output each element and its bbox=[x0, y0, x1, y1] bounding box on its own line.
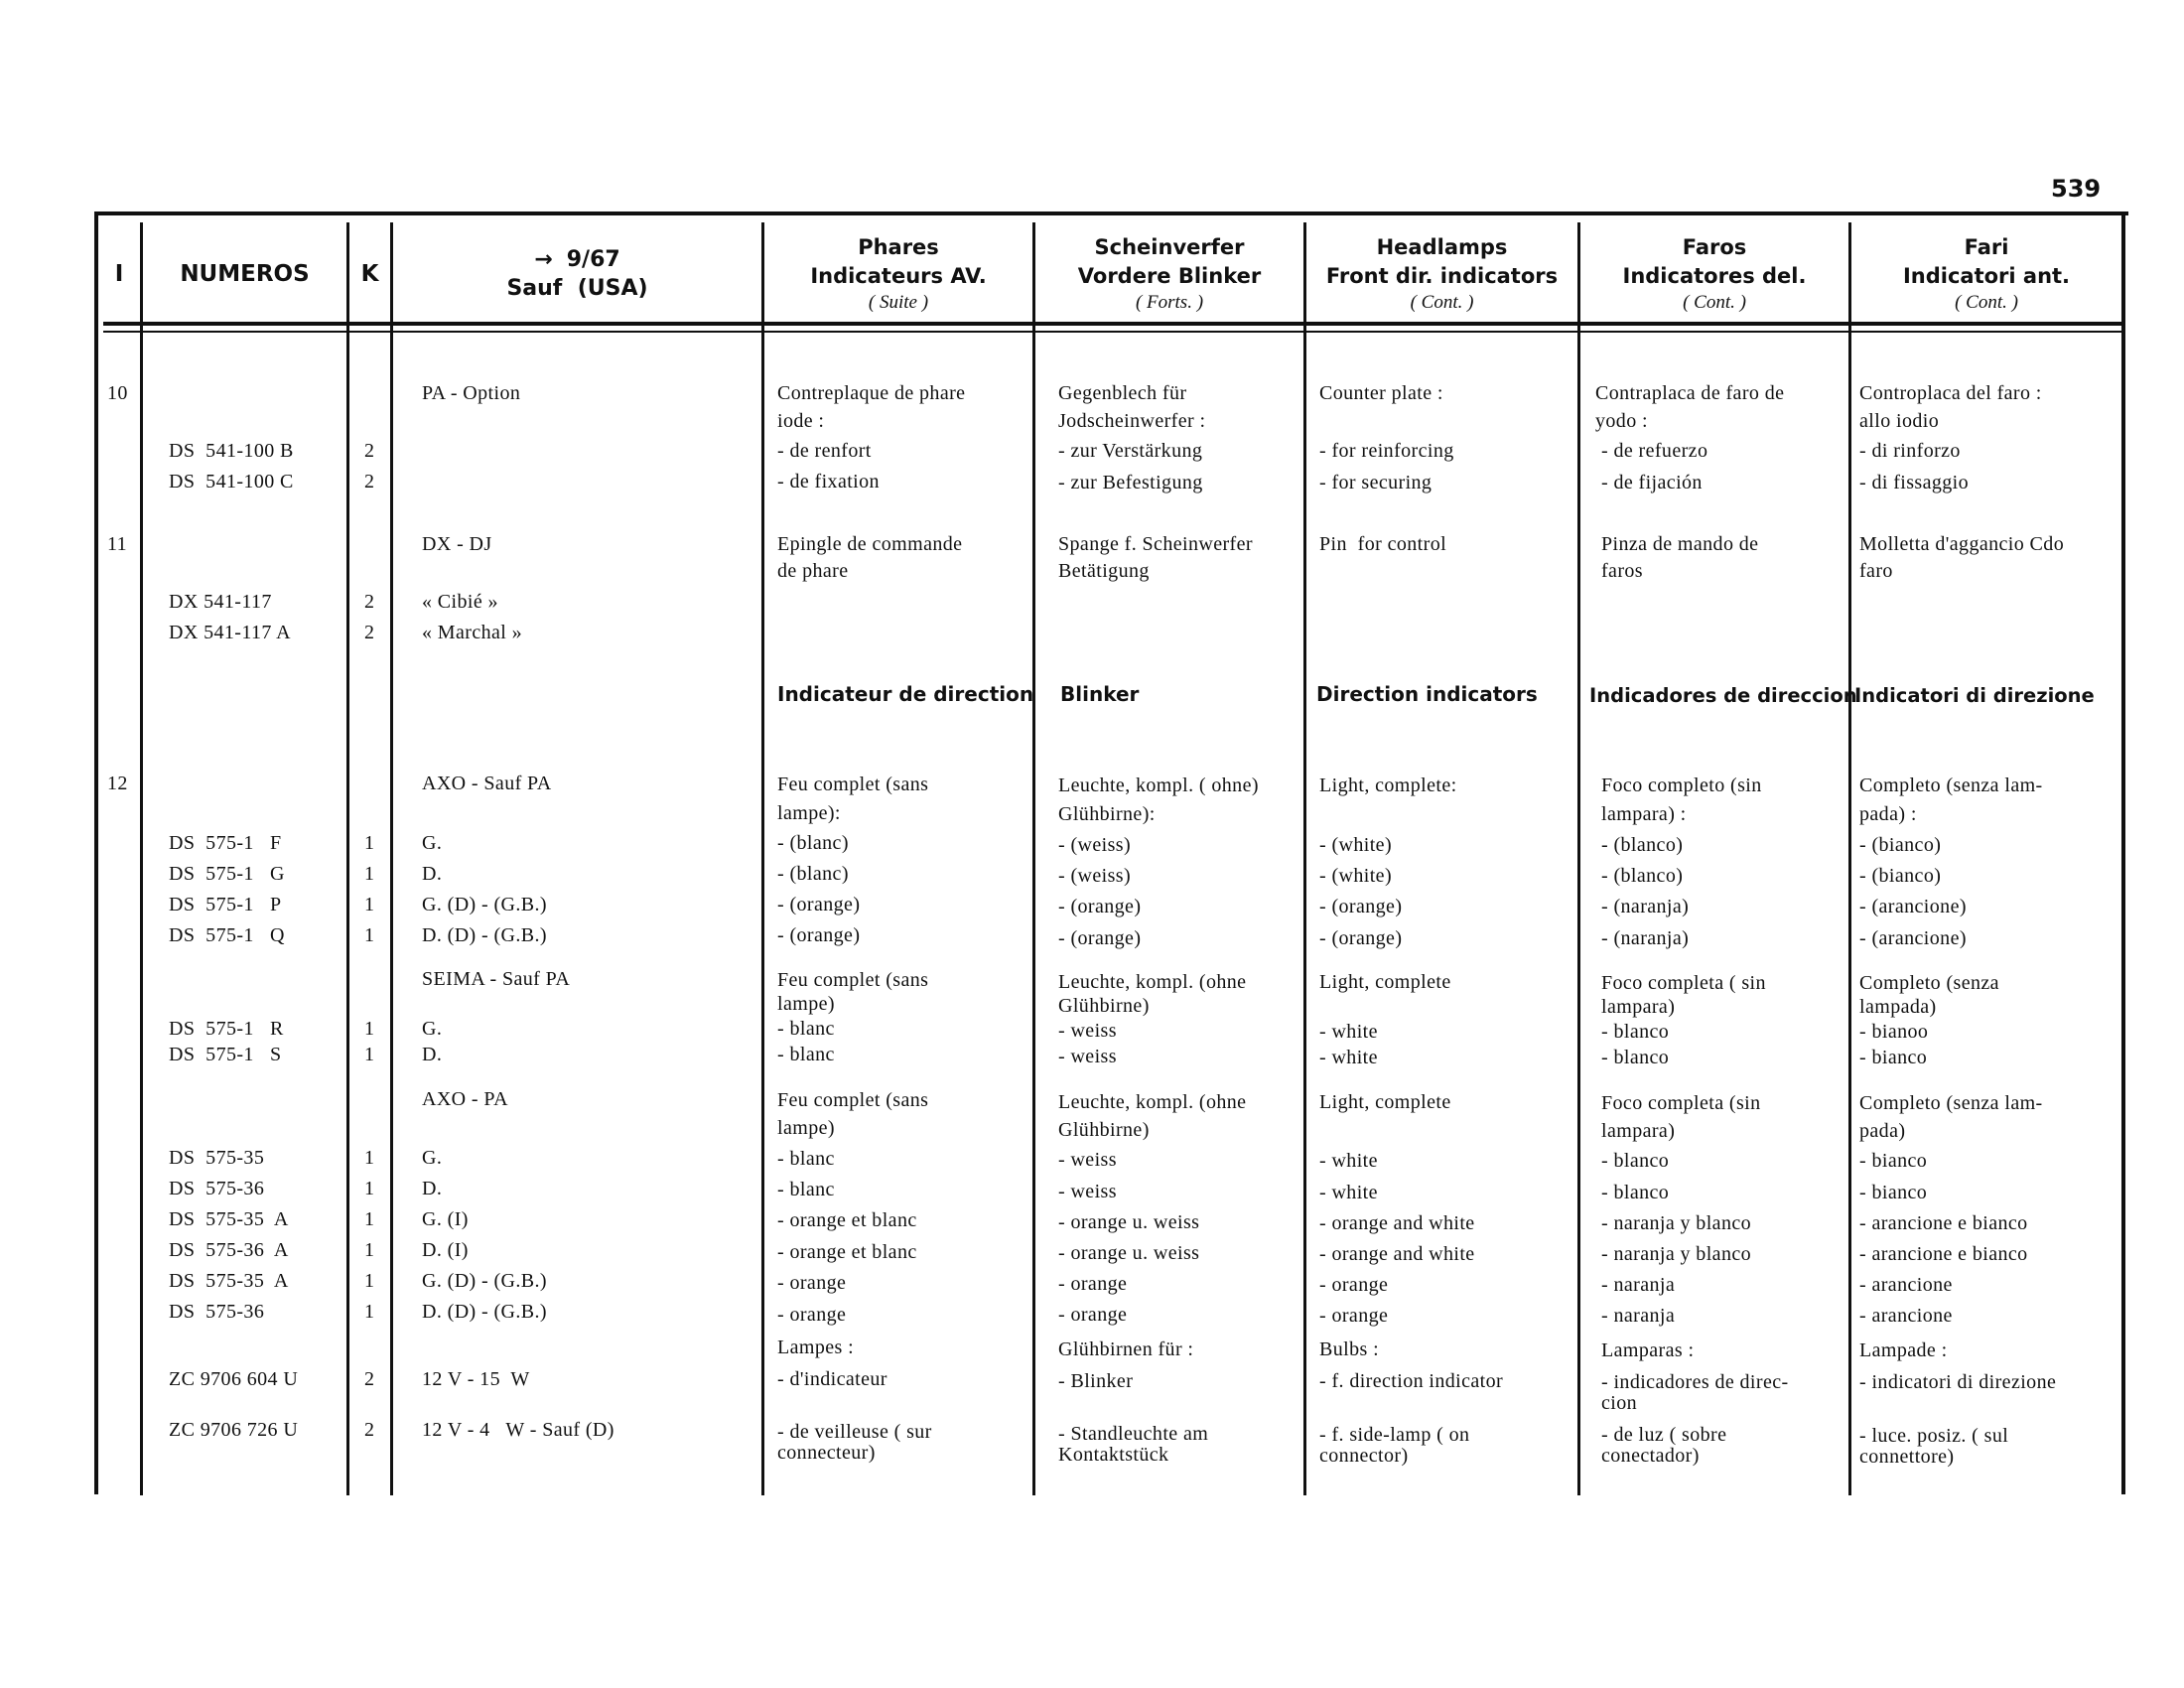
fr-cell: - orange et blanc bbox=[777, 1241, 917, 1263]
page-number: 539 bbox=[2051, 175, 2102, 203]
it-cell: - arancione bbox=[1859, 1305, 1953, 1327]
table-left-border bbox=[94, 211, 98, 1494]
fr-cell: - blanc bbox=[777, 1044, 835, 1065]
section-heading-es: Indicadores de direccion bbox=[1589, 684, 1857, 707]
es-cell: lampara) bbox=[1601, 1120, 1676, 1142]
en-cell: - white bbox=[1319, 1150, 1378, 1172]
quantity: 1 bbox=[364, 1147, 375, 1169]
es-cell: - blanco bbox=[1601, 1150, 1670, 1172]
es-cell: - blanco bbox=[1601, 1047, 1670, 1068]
fr-cell: - blanc bbox=[777, 1018, 835, 1040]
it-cell: - (bianco) bbox=[1859, 834, 1942, 856]
sauf-cell: AXO - PA bbox=[422, 1088, 508, 1110]
header-col-it: Fari Indicatori ant. ( Cont. ) bbox=[1902, 235, 2071, 313]
quantity: 2 bbox=[364, 622, 375, 643]
en-cell: - white bbox=[1319, 1047, 1378, 1068]
es-cell: cion bbox=[1601, 1392, 1638, 1414]
sauf-cell: D. bbox=[422, 1044, 443, 1065]
en-cell: - for securing bbox=[1319, 472, 1433, 493]
es-cell: - naranja y blanco bbox=[1601, 1243, 1752, 1265]
fr-cell: - (orange) bbox=[777, 894, 861, 915]
en-cell: - (white) bbox=[1319, 834, 1393, 856]
fr-cell: Feu complet (sans bbox=[777, 969, 929, 991]
header-col-de: Scheinverfer Vordere Blinker ( Forts. ) bbox=[1077, 235, 1262, 313]
sauf-cell: AXO - Sauf PA bbox=[422, 773, 552, 794]
fr-cell: lampe): bbox=[777, 802, 841, 824]
de-cell: Glühbirnen für : bbox=[1058, 1338, 1194, 1360]
header-rule-thin bbox=[103, 331, 2122, 333]
es-cell: Foco completa (sin bbox=[1601, 1092, 1761, 1114]
sauf-cell: D. (I) bbox=[422, 1239, 469, 1261]
it-cell: - arancione e bianco bbox=[1859, 1243, 2028, 1265]
it-cell: - bianco bbox=[1859, 1150, 1928, 1172]
header-col-en: Headlamps Front dir. indicators ( Cont. ) bbox=[1325, 235, 1559, 313]
quantity: 2 bbox=[364, 1368, 375, 1390]
sauf-cell: G. (D) - (G.B.) bbox=[422, 894, 547, 915]
es-cell: Foco completo (sin bbox=[1601, 774, 1762, 796]
en-cell: Counter plate : bbox=[1319, 382, 1443, 404]
fr-cell: lampe) bbox=[777, 1117, 835, 1139]
de-cell: Leuchte, kompl. (ohne bbox=[1058, 1091, 1247, 1113]
quantity: 1 bbox=[364, 1044, 375, 1065]
it-cell: - (bianco) bbox=[1859, 865, 1942, 887]
quantity: 1 bbox=[364, 1239, 375, 1261]
sauf-cell: G. bbox=[422, 1018, 443, 1040]
de-cell: Spange f. Scheinwerfer bbox=[1058, 533, 1253, 555]
es-cell: - de fijación bbox=[1601, 472, 1703, 493]
fr-cell: - d'indicateur bbox=[777, 1368, 887, 1390]
part-number: DS 575-36 bbox=[169, 1178, 265, 1199]
fr-cell: - de veilleuse ( sur bbox=[777, 1421, 932, 1443]
part-number: ZC 9706 726 U bbox=[169, 1419, 299, 1441]
de-cell: - orange u. weiss bbox=[1058, 1211, 1200, 1233]
de-cell: Glühbirne) bbox=[1058, 1119, 1150, 1141]
it-cell: Completo (senza lam- bbox=[1859, 774, 2043, 796]
fr-cell: - blanc bbox=[777, 1148, 835, 1170]
en-cell: - orange and white bbox=[1319, 1243, 1475, 1265]
de-cell: Kontaktstück bbox=[1058, 1444, 1169, 1466]
col-divider-en bbox=[1577, 222, 1580, 1495]
sauf-cell: « Cibié » bbox=[422, 591, 498, 613]
it-cell: allo iodio bbox=[1859, 410, 1940, 432]
it-cell: Completo (senza lam- bbox=[1859, 1092, 2043, 1114]
en-cell: connector) bbox=[1319, 1445, 1409, 1467]
it-cell: - di fissaggio bbox=[1859, 472, 1970, 493]
fr-cell: - (blanc) bbox=[777, 832, 849, 854]
es-cell: - de luz ( sobre bbox=[1601, 1424, 1727, 1446]
it-cell: connettore) bbox=[1859, 1446, 1955, 1468]
part-number: DS 575-36 A bbox=[169, 1239, 289, 1261]
es-cell: - blanco bbox=[1601, 1182, 1670, 1203]
sauf-cell: D. (D) - (G.B.) bbox=[422, 924, 547, 946]
part-number: DS 575-1 G bbox=[169, 863, 285, 885]
sauf-cell: G. (D) - (G.B.) bbox=[422, 1270, 547, 1292]
sauf-cell: D. (D) - (G.B.) bbox=[422, 1301, 547, 1323]
header-col-i: I bbox=[114, 260, 124, 287]
col-divider-fr bbox=[1032, 222, 1035, 1495]
it-cell: - arancione bbox=[1859, 1274, 1953, 1296]
es-cell: Foco completa ( sin bbox=[1601, 972, 1766, 994]
de-cell: Leuchte, kompl. (ohne bbox=[1058, 971, 1247, 993]
de-cell: - weiss bbox=[1058, 1046, 1117, 1067]
it-cell: - indicatori di direzione bbox=[1859, 1371, 2057, 1393]
de-cell: - (weiss) bbox=[1058, 834, 1132, 856]
part-number: DS 575-35 A bbox=[169, 1270, 289, 1292]
part-number: DS 541-100 C bbox=[169, 471, 294, 492]
fr-cell: - orange bbox=[777, 1272, 847, 1294]
es-cell: faros bbox=[1601, 560, 1643, 582]
part-number: DS 575-1 R bbox=[169, 1018, 284, 1040]
de-cell: - weiss bbox=[1058, 1149, 1117, 1171]
fr-cell: - de fixation bbox=[777, 471, 880, 492]
es-cell: - (naranja) bbox=[1601, 927, 1690, 949]
part-number: DS 575-1 Q bbox=[169, 924, 285, 946]
arrow-right-icon: → bbox=[534, 247, 553, 272]
en-cell: - (white) bbox=[1319, 865, 1393, 887]
sauf-cell: G. (I) bbox=[422, 1208, 469, 1230]
sauf-cell: DX - DJ bbox=[422, 533, 492, 555]
it-cell: Controplaca del faro : bbox=[1859, 382, 2042, 404]
sauf-cell: 12 V - 15 W bbox=[422, 1368, 530, 1390]
fr-cell: - (orange) bbox=[777, 924, 861, 946]
en-cell: Light, complete bbox=[1319, 971, 1451, 993]
es-cell: lampara) : bbox=[1601, 803, 1687, 825]
fr-cell: Feu complet (sans bbox=[777, 1089, 929, 1111]
es-cell: - naranja bbox=[1601, 1274, 1676, 1296]
de-cell: - (orange) bbox=[1058, 896, 1142, 917]
fr-cell: - de renfort bbox=[777, 440, 872, 462]
fr-cell: lampe) bbox=[777, 993, 835, 1015]
table-top-border bbox=[95, 211, 2128, 215]
it-cell: faro bbox=[1859, 560, 1893, 582]
it-cell: - bianco bbox=[1859, 1182, 1928, 1203]
col-divider-k bbox=[390, 222, 393, 1495]
fr-cell: Lampes : bbox=[777, 1336, 855, 1358]
col-divider-es bbox=[1848, 222, 1851, 1495]
section-heading-de: Blinker bbox=[1060, 682, 1140, 706]
fr-cell: - blanc bbox=[777, 1179, 835, 1200]
header-rule-thick bbox=[103, 322, 2122, 326]
part-number: ZC 9706 604 U bbox=[169, 1368, 299, 1390]
fr-cell: - orange et blanc bbox=[777, 1209, 917, 1231]
en-cell: - (orange) bbox=[1319, 927, 1403, 949]
col-divider-de bbox=[1303, 222, 1306, 1495]
es-cell: Lamparas : bbox=[1601, 1339, 1695, 1361]
it-cell: - luce. posiz. ( sul bbox=[1859, 1425, 2009, 1447]
row-index: 11 bbox=[107, 533, 128, 555]
de-cell: Jodscheinwerfer : bbox=[1058, 410, 1206, 432]
col-divider-numeros bbox=[346, 222, 349, 1495]
de-cell: Leuchte, kompl. ( ohne) bbox=[1058, 774, 1259, 796]
es-cell: - naranja y blanco bbox=[1601, 1212, 1752, 1234]
es-cell: lampara) bbox=[1601, 996, 1676, 1018]
es-cell: conectador) bbox=[1601, 1445, 1700, 1467]
es-cell: - blanco bbox=[1601, 1021, 1670, 1043]
it-cell: - (arancione) bbox=[1859, 927, 1967, 949]
en-cell: - f. side-lamp ( on bbox=[1319, 1424, 1470, 1446]
en-cell: - for reinforcing bbox=[1319, 440, 1454, 462]
part-number: DS 575-1 F bbox=[169, 832, 282, 854]
it-cell: Molletta d'aggancio Cdo bbox=[1859, 533, 2065, 555]
sauf-cell: G. bbox=[422, 832, 443, 854]
en-cell: - orange bbox=[1319, 1305, 1389, 1327]
de-cell: - Blinker bbox=[1058, 1370, 1134, 1392]
sauf-cell: 12 V - 4 W - Sauf (D) bbox=[422, 1419, 614, 1441]
sauf-cell: D. bbox=[422, 1178, 443, 1199]
part-number: DS 575-36 bbox=[169, 1301, 265, 1323]
quantity: 2 bbox=[364, 591, 375, 613]
en-cell: Pin for control bbox=[1319, 533, 1447, 555]
header-col-k: K bbox=[360, 260, 379, 287]
de-cell: - weiss bbox=[1058, 1020, 1117, 1042]
sauf-cell: « Marchal » bbox=[422, 622, 523, 643]
fr-cell: Contreplaque de phare bbox=[777, 382, 966, 404]
it-cell: Completo (senza bbox=[1859, 972, 1999, 994]
row-index: 10 bbox=[107, 382, 128, 404]
de-cell: Glühbirne): bbox=[1058, 803, 1156, 825]
it-cell: - (arancione) bbox=[1859, 896, 1967, 917]
en-cell: Light, complete bbox=[1319, 1091, 1451, 1113]
section-heading-en: Direction indicators bbox=[1316, 682, 1538, 706]
de-cell: Glühbirne) bbox=[1058, 995, 1150, 1017]
de-cell: Gegenblech für bbox=[1058, 382, 1187, 404]
quantity: 2 bbox=[364, 440, 375, 462]
de-cell: - zur Verstärkung bbox=[1058, 440, 1203, 462]
quantity: 1 bbox=[364, 1178, 375, 1199]
en-cell: Bulbs : bbox=[1319, 1338, 1380, 1360]
es-cell: Pinza de mando de bbox=[1601, 533, 1759, 555]
de-cell: - Standleuchte am bbox=[1058, 1423, 1209, 1445]
table-right-border bbox=[2121, 211, 2125, 1494]
en-cell: - (orange) bbox=[1319, 896, 1403, 917]
es-cell: - (naranja) bbox=[1601, 896, 1690, 917]
fr-cell: - (blanc) bbox=[777, 863, 849, 885]
part-number: DS 575-1 P bbox=[169, 894, 282, 915]
quantity: 1 bbox=[364, 1270, 375, 1292]
col-divider-i bbox=[140, 222, 143, 1495]
de-cell: Betätigung bbox=[1058, 560, 1150, 582]
de-cell: - weiss bbox=[1058, 1181, 1117, 1202]
row-index: 12 bbox=[107, 773, 128, 794]
de-cell: - orange bbox=[1058, 1273, 1128, 1295]
part-number: DX 541-117 bbox=[169, 591, 272, 613]
es-cell: Contraplaca de faro de bbox=[1595, 382, 1785, 404]
header-col-numeros: NUMEROS bbox=[180, 260, 310, 287]
section-heading-it: Indicatori di direzione bbox=[1854, 684, 2095, 707]
quantity: 1 bbox=[364, 1208, 375, 1230]
section-heading-fr: Indicateur de direction bbox=[777, 682, 1034, 706]
it-cell: lampada) bbox=[1859, 996, 1937, 1018]
it-cell: - arancione e bianco bbox=[1859, 1212, 2028, 1234]
it-cell: - bianco bbox=[1859, 1047, 1928, 1068]
part-number: DS 541-100 B bbox=[169, 440, 294, 462]
fr-cell: iode : bbox=[777, 410, 825, 432]
en-cell: - f. direction indicator bbox=[1319, 1370, 1504, 1392]
quantity: 2 bbox=[364, 471, 375, 492]
quantity: 1 bbox=[364, 894, 375, 915]
sauf-cell: PA - Option bbox=[422, 382, 521, 404]
fr-cell: de phare bbox=[777, 560, 849, 582]
quantity: 1 bbox=[364, 924, 375, 946]
es-cell: - naranja bbox=[1601, 1305, 1676, 1327]
it-cell: Lampade : bbox=[1859, 1339, 1948, 1361]
part-number: DX 541-117 A bbox=[169, 622, 291, 643]
de-cell: - orange bbox=[1058, 1304, 1128, 1326]
col-divider-sauf bbox=[761, 222, 764, 1495]
sauf-cell: SEIMA - Sauf PA bbox=[422, 968, 571, 990]
de-cell: - (weiss) bbox=[1058, 865, 1132, 887]
quantity: 2 bbox=[364, 1419, 375, 1441]
part-number: DS 575-35 A bbox=[169, 1208, 289, 1230]
es-cell: - (blanco) bbox=[1601, 865, 1684, 887]
header-col-es: Faros Indicatores del. ( Cont. ) bbox=[1622, 235, 1807, 313]
fr-cell: - orange bbox=[777, 1304, 847, 1326]
es-cell: - indicadores de direc- bbox=[1601, 1371, 1789, 1393]
de-cell: - zur Befestigung bbox=[1058, 472, 1203, 493]
en-cell: - orange and white bbox=[1319, 1212, 1475, 1234]
de-cell: - (orange) bbox=[1058, 927, 1142, 949]
es-cell: - de refuerzo bbox=[1601, 440, 1708, 462]
fr-cell: connecteur) bbox=[777, 1442, 876, 1464]
de-cell: - orange u. weiss bbox=[1058, 1242, 1200, 1264]
quantity: 1 bbox=[364, 1301, 375, 1323]
part-number: DS 575-1 S bbox=[169, 1044, 282, 1065]
es-cell: yodo : bbox=[1595, 410, 1648, 432]
header-col-fr: Phares Indicateurs AV. ( Suite ) bbox=[810, 235, 987, 313]
it-cell: - di rinforzo bbox=[1859, 440, 1961, 462]
en-cell: - orange bbox=[1319, 1274, 1389, 1296]
en-cell: - white bbox=[1319, 1021, 1378, 1043]
quantity: 1 bbox=[364, 863, 375, 885]
header-col-sauf: → 9/67 Sauf (USA) bbox=[506, 247, 648, 301]
sauf-cell: G. bbox=[422, 1147, 443, 1169]
quantity: 1 bbox=[364, 832, 375, 854]
sauf-cell: D. bbox=[422, 863, 443, 885]
en-cell: Light, complete: bbox=[1319, 774, 1457, 796]
fr-cell: Epingle de commande bbox=[777, 533, 963, 555]
fr-cell: Feu complet (sans bbox=[777, 774, 929, 795]
it-cell: - bianoo bbox=[1859, 1021, 1929, 1043]
en-cell: - white bbox=[1319, 1182, 1378, 1203]
quantity: 1 bbox=[364, 1018, 375, 1040]
it-cell: pada) bbox=[1859, 1120, 1906, 1142]
it-cell: pada) : bbox=[1859, 803, 1917, 825]
es-cell: - (blanco) bbox=[1601, 834, 1684, 856]
part-number: DS 575-35 bbox=[169, 1147, 265, 1169]
